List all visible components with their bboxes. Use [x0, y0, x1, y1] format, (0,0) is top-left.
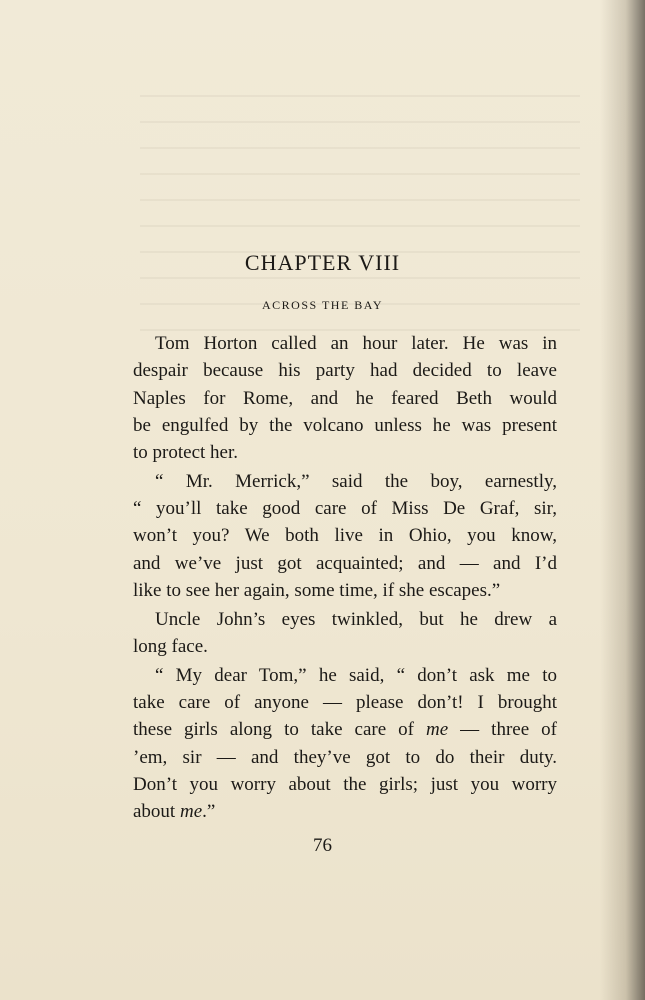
- text-line: ’em, sir — and they’ve got to do their duty.: [133, 746, 557, 768]
- text-line: long face.: [133, 636, 208, 658]
- text-line: Naples for Rome, and he feared Beth would: [133, 387, 557, 409]
- text-line: about me.”: [133, 801, 216, 823]
- text-line: like to see her again, some time, if she escapes.”: [133, 580, 501, 602]
- italic-emphasis: me: [425, 719, 449, 741]
- page-number: 76: [313, 835, 332, 856]
- text-line: “ Mr. Merrick,” said the boy, earnestly,: [155, 470, 557, 492]
- text-line: despair because his party had decided to leave: [133, 360, 557, 382]
- italic-emphasis: me: [179, 801, 203, 823]
- chapter-title: CHAPTER VIII: [244, 250, 401, 275]
- body-text: [133, 330, 557, 826]
- paragraph: [133, 662, 557, 826]
- text-line: be engulfed by the volcano unless he was present: [133, 414, 557, 436]
- paragraph: [133, 330, 557, 466]
- text-line: these girls along to take care of me — three of: [133, 719, 557, 741]
- text-line: “ you’ll take good care of Miss De Graf, sir,: [133, 498, 557, 520]
- text-line: Tom Horton called an hour later. He was in: [155, 333, 557, 354]
- text-line: “ My dear Tom,” he said, “ don’t ask me to: [155, 664, 557, 686]
- paragraph: [133, 606, 557, 661]
- text-line: won’t you? We both live in Ohio, you know,: [133, 525, 557, 547]
- text-line: Uncle John’s eyes twinkled, but he drew a: [155, 608, 557, 630]
- chapter-subtitle: ACROSS THE BAY: [261, 298, 384, 312]
- text-line: and we’ve just got acquainted; and — and I’d: [133, 552, 557, 574]
- text-line: to protect her.: [133, 442, 238, 464]
- paragraph: [133, 468, 557, 604]
- text-line: take care of anyone — please don’t! I brought: [133, 692, 557, 714]
- text-line: Don’t you worry about the girls; just you worry: [133, 773, 557, 795]
- show-through-texture: [140, 95, 580, 355]
